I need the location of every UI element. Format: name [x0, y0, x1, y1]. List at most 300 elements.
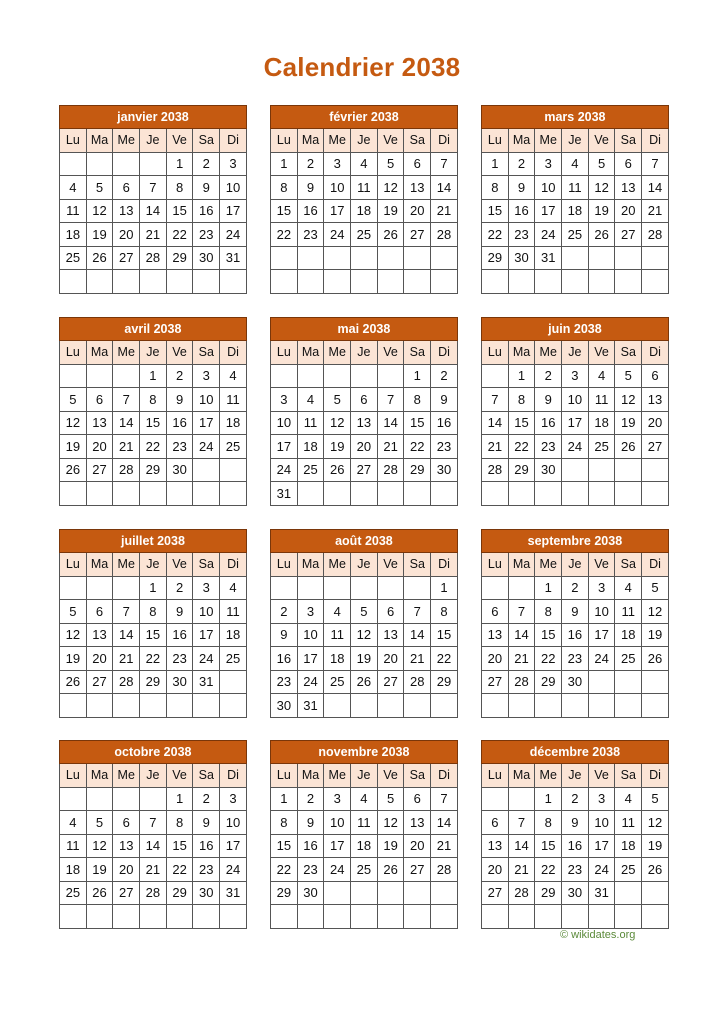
weekday-label: Sa	[615, 764, 642, 788]
weekday-label: Ve	[377, 341, 404, 365]
day-cell: 23	[166, 647, 193, 671]
day-cell: 3	[324, 152, 351, 176]
day-cell: 23	[297, 223, 324, 247]
day-cell: 14	[482, 411, 509, 435]
weekday-label: Ve	[166, 129, 193, 153]
day-cell: 7	[377, 388, 404, 412]
weekday-label: Sa	[615, 341, 642, 365]
month-table	[481, 740, 669, 929]
day-cell: 15	[140, 411, 167, 435]
weekday-label: Di	[220, 129, 247, 153]
day-cell	[588, 482, 615, 506]
weekday-label: Di	[642, 341, 669, 365]
week-row	[60, 623, 247, 647]
day-cell: 8	[535, 600, 562, 624]
weekday-label: Di	[431, 764, 458, 788]
day-cell: 1	[271, 787, 298, 811]
day-cell: 17	[271, 435, 298, 459]
day-cell: 27	[86, 670, 113, 694]
day-cell: 10	[220, 811, 247, 835]
day-cell: 16	[193, 834, 220, 858]
day-cell	[642, 482, 669, 506]
day-cell: 29	[166, 246, 193, 270]
weekday-label: Ma	[297, 341, 324, 365]
day-cell: 14	[508, 834, 535, 858]
week-row	[482, 388, 669, 412]
day-cell: 27	[482, 881, 509, 905]
day-cell: 6	[377, 600, 404, 624]
day-cell: 27	[404, 858, 431, 882]
day-cell: 3	[588, 787, 615, 811]
day-cell: 22	[166, 223, 193, 247]
day-cell: 25	[324, 670, 351, 694]
day-cell	[297, 482, 324, 506]
weekday-label: Je	[140, 341, 167, 365]
weekday-label: Sa	[615, 129, 642, 153]
day-cell: 4	[297, 388, 324, 412]
day-cell: 26	[86, 881, 113, 905]
day-cell: 25	[351, 858, 378, 882]
weekday-label: Lu	[60, 129, 87, 153]
weekday-label: Ve	[166, 553, 193, 577]
month-title: août 2038	[271, 530, 458, 553]
day-cell	[324, 270, 351, 294]
week-row	[482, 576, 669, 600]
day-cell: 10	[193, 600, 220, 624]
day-cell: 15	[535, 623, 562, 647]
day-cell: 11	[351, 176, 378, 200]
day-cell: 13	[404, 176, 431, 200]
day-cell: 7	[140, 811, 167, 835]
week-row	[482, 152, 669, 176]
month-table	[481, 105, 669, 294]
weekday-label: Sa	[615, 553, 642, 577]
day-cell: 3	[562, 364, 589, 388]
day-cell: 8	[535, 811, 562, 835]
weekday-label: Lu	[60, 341, 87, 365]
day-cell: 17	[193, 411, 220, 435]
weekday-label: Lu	[271, 341, 298, 365]
day-cell: 1	[535, 787, 562, 811]
day-cell: 21	[404, 647, 431, 671]
day-cell: 18	[220, 411, 247, 435]
week-row	[271, 811, 458, 835]
day-cell: 30	[271, 694, 298, 718]
day-cell: 26	[60, 670, 87, 694]
weekday-label: Lu	[482, 764, 509, 788]
day-cell: 16	[271, 647, 298, 671]
day-cell: 8	[140, 600, 167, 624]
day-cell: 22	[431, 647, 458, 671]
day-cell: 28	[140, 246, 167, 270]
day-cell	[482, 576, 509, 600]
weekday-label: Ma	[297, 553, 324, 577]
day-cell: 29	[482, 246, 509, 270]
week-row	[271, 905, 458, 929]
day-cell: 5	[377, 787, 404, 811]
day-cell: 16	[166, 411, 193, 435]
day-cell	[140, 482, 167, 506]
day-cell: 4	[60, 811, 87, 835]
day-cell: 26	[324, 458, 351, 482]
day-cell: 11	[351, 811, 378, 835]
day-cell: 5	[86, 811, 113, 835]
day-cell	[113, 364, 140, 388]
day-cell: 18	[60, 223, 87, 247]
day-cell: 7	[508, 600, 535, 624]
day-cell: 10	[297, 623, 324, 647]
day-cell	[113, 905, 140, 929]
week-row	[60, 600, 247, 624]
week-row	[482, 482, 669, 506]
day-cell: 8	[482, 176, 509, 200]
day-cell: 21	[140, 223, 167, 247]
week-row	[271, 199, 458, 223]
day-cell: 12	[86, 199, 113, 223]
week-row	[482, 858, 669, 882]
day-cell	[377, 576, 404, 600]
day-cell: 30	[193, 881, 220, 905]
day-cell	[166, 270, 193, 294]
week-row	[271, 482, 458, 506]
day-cell: 22	[271, 858, 298, 882]
day-cell	[220, 670, 247, 694]
day-cell: 19	[60, 435, 87, 459]
day-cell: 4	[60, 176, 87, 200]
day-cell: 12	[351, 623, 378, 647]
day-cell: 23	[562, 647, 589, 671]
day-cell	[86, 482, 113, 506]
day-cell	[60, 576, 87, 600]
week-row	[271, 623, 458, 647]
day-cell	[535, 905, 562, 929]
day-cell: 12	[60, 411, 87, 435]
day-cell: 14	[404, 623, 431, 647]
week-row	[60, 199, 247, 223]
weekday-label: Sa	[193, 341, 220, 365]
day-cell: 4	[615, 787, 642, 811]
day-cell: 3	[535, 152, 562, 176]
month-table	[59, 740, 247, 929]
day-cell	[642, 881, 669, 905]
day-cell	[324, 905, 351, 929]
day-cell: 1	[140, 364, 167, 388]
day-cell	[351, 270, 378, 294]
day-cell	[113, 576, 140, 600]
day-cell: 20	[404, 834, 431, 858]
day-cell: 4	[220, 364, 247, 388]
week-row	[60, 246, 247, 270]
day-cell: 1	[404, 364, 431, 388]
day-cell	[324, 364, 351, 388]
day-cell: 20	[113, 223, 140, 247]
week-row	[271, 600, 458, 624]
day-cell	[193, 270, 220, 294]
day-cell: 9	[562, 600, 589, 624]
day-cell	[642, 458, 669, 482]
day-cell: 12	[615, 388, 642, 412]
day-cell: 17	[324, 199, 351, 223]
day-cell: 26	[86, 246, 113, 270]
weekday-label: Me	[113, 553, 140, 577]
day-cell: 8	[508, 388, 535, 412]
day-cell: 28	[482, 458, 509, 482]
day-cell: 22	[140, 647, 167, 671]
day-cell: 14	[113, 623, 140, 647]
day-cell: 14	[431, 811, 458, 835]
day-cell: 24	[562, 435, 589, 459]
day-cell: 27	[615, 223, 642, 247]
day-cell: 10	[535, 176, 562, 200]
day-cell: 25	[615, 647, 642, 671]
weekday-label: Sa	[404, 553, 431, 577]
day-cell: 9	[297, 176, 324, 200]
day-cell: 2	[166, 576, 193, 600]
day-cell: 30	[431, 458, 458, 482]
day-cell: 11	[615, 811, 642, 835]
day-cell: 18	[615, 623, 642, 647]
month-title: septembre 2038	[482, 530, 669, 553]
day-cell	[220, 482, 247, 506]
day-cell: 23	[193, 223, 220, 247]
day-cell: 30	[297, 881, 324, 905]
day-cell: 26	[377, 223, 404, 247]
day-cell: 14	[377, 411, 404, 435]
day-cell	[562, 458, 589, 482]
day-cell	[351, 576, 378, 600]
day-cell: 24	[535, 223, 562, 247]
day-cell	[404, 881, 431, 905]
weekday-label: Di	[220, 553, 247, 577]
day-cell: 3	[271, 388, 298, 412]
day-cell	[482, 364, 509, 388]
day-cell: 6	[482, 811, 509, 835]
week-row	[271, 576, 458, 600]
week-row	[271, 223, 458, 247]
day-cell: 21	[431, 834, 458, 858]
day-cell: 13	[377, 623, 404, 647]
day-cell: 9	[535, 388, 562, 412]
day-cell: 21	[508, 647, 535, 671]
day-cell	[431, 246, 458, 270]
day-cell: 8	[271, 176, 298, 200]
day-cell	[642, 246, 669, 270]
day-cell: 22	[508, 435, 535, 459]
day-cell	[615, 270, 642, 294]
day-cell: 14	[113, 411, 140, 435]
day-cell: 15	[140, 623, 167, 647]
weekday-label: Je	[351, 764, 378, 788]
day-cell: 29	[431, 670, 458, 694]
day-cell: 21	[113, 435, 140, 459]
day-cell: 3	[297, 600, 324, 624]
day-cell	[642, 270, 669, 294]
weekday-label: Je	[562, 764, 589, 788]
weekday-label: Di	[642, 764, 669, 788]
day-cell: 11	[60, 834, 87, 858]
weekday-label: Ve	[166, 764, 193, 788]
day-cell	[166, 694, 193, 718]
day-cell: 30	[508, 246, 535, 270]
day-cell: 16	[431, 411, 458, 435]
day-cell: 13	[404, 811, 431, 835]
day-cell: 21	[431, 199, 458, 223]
day-cell: 3	[220, 787, 247, 811]
day-cell: 12	[588, 176, 615, 200]
day-cell: 6	[351, 388, 378, 412]
day-cell	[113, 270, 140, 294]
day-cell	[615, 881, 642, 905]
day-cell: 25	[588, 435, 615, 459]
week-row	[271, 388, 458, 412]
day-cell: 24	[193, 647, 220, 671]
day-cell: 14	[508, 623, 535, 647]
day-cell: 6	[615, 152, 642, 176]
week-row	[60, 223, 247, 247]
day-cell: 18	[220, 623, 247, 647]
day-cell: 5	[60, 600, 87, 624]
day-cell: 17	[324, 834, 351, 858]
day-cell: 3	[220, 152, 247, 176]
day-cell: 1	[271, 152, 298, 176]
week-row	[271, 881, 458, 905]
day-cell	[588, 246, 615, 270]
week-row	[482, 223, 669, 247]
weekday-label: Je	[351, 553, 378, 577]
day-cell: 26	[588, 223, 615, 247]
day-cell: 9	[297, 811, 324, 835]
day-cell	[508, 270, 535, 294]
day-cell: 29	[404, 458, 431, 482]
weekday-label: Ve	[377, 553, 404, 577]
day-cell	[60, 905, 87, 929]
day-cell	[60, 787, 87, 811]
week-row	[482, 811, 669, 835]
day-cell: 11	[588, 388, 615, 412]
day-cell	[140, 270, 167, 294]
day-cell	[351, 246, 378, 270]
day-cell: 16	[166, 623, 193, 647]
day-cell	[271, 576, 298, 600]
day-cell: 31	[193, 670, 220, 694]
day-cell: 2	[297, 787, 324, 811]
day-cell: 6	[86, 388, 113, 412]
weekday-label: Sa	[193, 764, 220, 788]
day-cell: 24	[193, 435, 220, 459]
day-cell: 22	[166, 858, 193, 882]
day-cell	[86, 787, 113, 811]
day-cell	[562, 905, 589, 929]
day-cell: 16	[535, 411, 562, 435]
weekday-label: Sa	[193, 129, 220, 153]
day-cell: 3	[193, 364, 220, 388]
day-cell	[297, 246, 324, 270]
day-cell: 10	[220, 176, 247, 200]
week-row	[60, 787, 247, 811]
day-cell: 24	[220, 223, 247, 247]
month-title: janvier 2038	[60, 106, 247, 129]
day-cell: 25	[562, 223, 589, 247]
day-cell	[431, 881, 458, 905]
day-cell: 18	[60, 858, 87, 882]
week-row	[60, 576, 247, 600]
day-cell: 7	[482, 388, 509, 412]
day-cell: 28	[508, 670, 535, 694]
day-cell	[324, 482, 351, 506]
week-row	[60, 270, 247, 294]
day-cell	[508, 787, 535, 811]
day-cell	[86, 576, 113, 600]
week-row	[271, 270, 458, 294]
day-cell: 18	[588, 411, 615, 435]
week-row	[482, 411, 669, 435]
day-cell: 7	[431, 787, 458, 811]
day-cell	[562, 694, 589, 718]
weekday-label: Me	[535, 553, 562, 577]
day-cell: 2	[431, 364, 458, 388]
day-cell: 19	[588, 199, 615, 223]
day-cell: 28	[431, 858, 458, 882]
week-row	[271, 364, 458, 388]
day-cell: 2	[166, 364, 193, 388]
day-cell: 21	[642, 199, 669, 223]
weekday-label: Ma	[86, 764, 113, 788]
week-row	[482, 834, 669, 858]
day-cell: 2	[193, 787, 220, 811]
week-row	[271, 858, 458, 882]
day-cell: 25	[60, 881, 87, 905]
day-cell: 24	[220, 858, 247, 882]
day-cell	[404, 270, 431, 294]
day-cell: 12	[60, 623, 87, 647]
day-cell: 30	[562, 670, 589, 694]
weekday-label: Ma	[86, 129, 113, 153]
day-cell: 20	[615, 199, 642, 223]
week-row	[271, 152, 458, 176]
day-cell: 18	[324, 647, 351, 671]
day-cell	[377, 482, 404, 506]
day-cell: 17	[535, 199, 562, 223]
week-row	[482, 270, 669, 294]
month-table	[270, 740, 458, 929]
day-cell	[193, 905, 220, 929]
day-cell: 28	[377, 458, 404, 482]
day-cell: 24	[324, 858, 351, 882]
weekday-label: Ma	[297, 764, 324, 788]
day-cell: 31	[220, 246, 247, 270]
weekday-label: Di	[220, 341, 247, 365]
month-title: mars 2038	[482, 106, 669, 129]
day-cell: 7	[404, 600, 431, 624]
weekday-label: Je	[351, 129, 378, 153]
week-row	[60, 647, 247, 671]
day-cell	[324, 246, 351, 270]
day-cell: 18	[351, 199, 378, 223]
day-cell: 27	[404, 223, 431, 247]
day-cell: 10	[324, 176, 351, 200]
day-cell: 7	[508, 811, 535, 835]
day-cell: 23	[297, 858, 324, 882]
month-table	[270, 529, 458, 718]
day-cell: 23	[271, 670, 298, 694]
weekday-label: Me	[113, 764, 140, 788]
day-cell: 20	[482, 647, 509, 671]
day-cell: 15	[404, 411, 431, 435]
day-cell: 19	[377, 199, 404, 223]
day-cell: 8	[431, 600, 458, 624]
day-cell: 7	[642, 152, 669, 176]
week-row	[482, 647, 669, 671]
